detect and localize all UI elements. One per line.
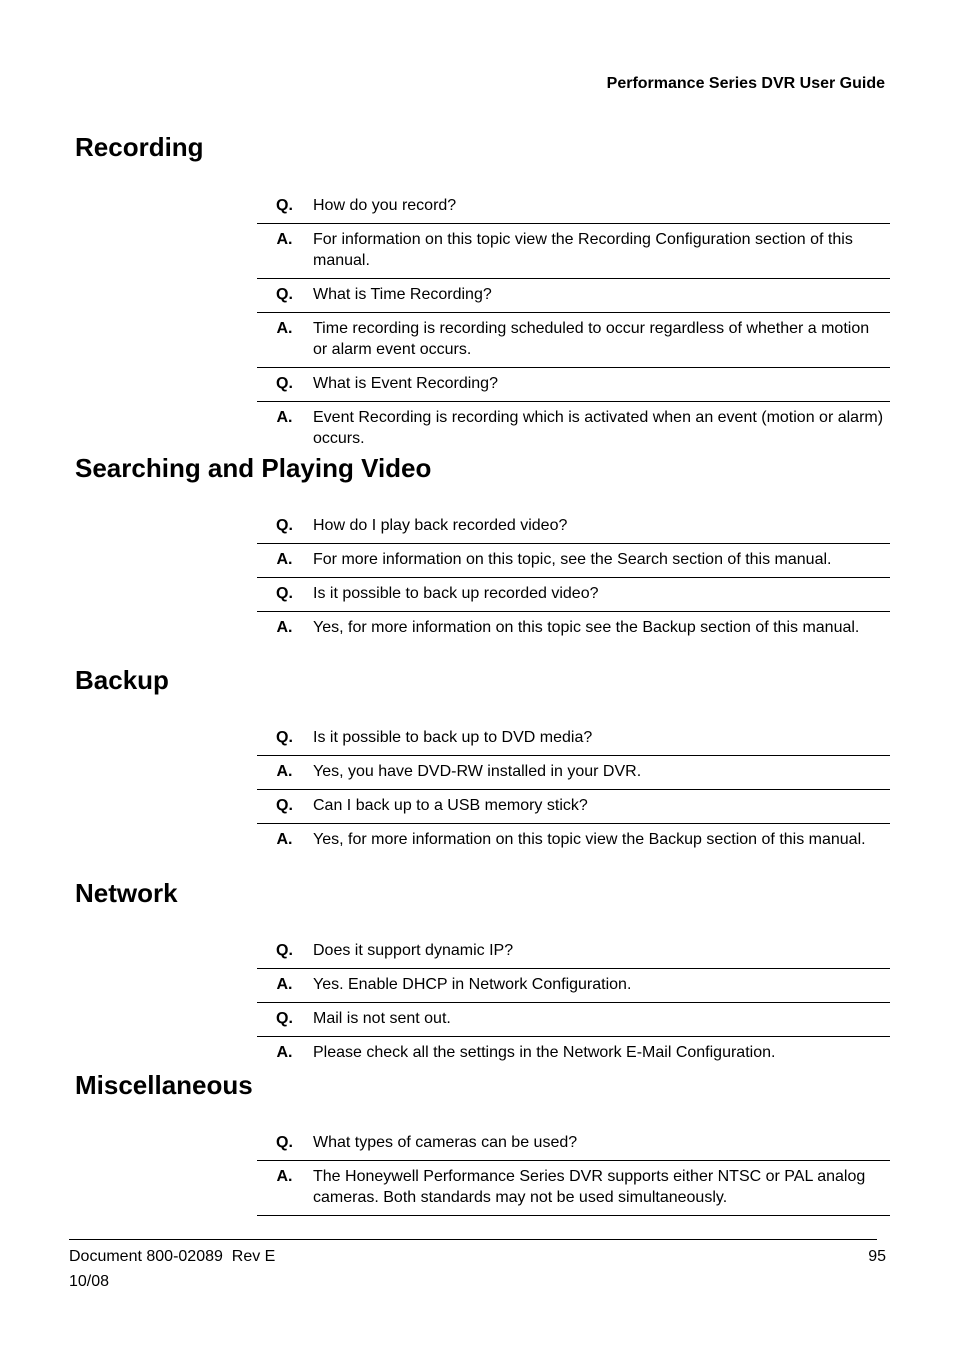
answer-label: A. [257, 756, 312, 790]
qa-row [257, 578, 890, 612]
answer-text: Yes, for more information on this topic view the Backup section of this manual. [313, 831, 866, 848]
answer-text: Yes, for more information on this topic see the Backup section of this manual. [313, 619, 860, 636]
question-label: Q. [257, 512, 312, 544]
question-label: Q. [257, 578, 312, 612]
qa-table-backup [257, 724, 890, 857]
qa-row [257, 512, 890, 544]
footer-page-number: 95 [868, 1248, 886, 1265]
footer-divider [69, 1239, 877, 1240]
qa-row [257, 824, 890, 858]
answer-label: A. [257, 1161, 312, 1216]
question-text: How do I play back recorded video? [312, 512, 890, 544]
qa-row [257, 192, 890, 224]
question-text: Is it possible to back up recorded video? [312, 578, 890, 612]
qa-row [257, 1037, 890, 1071]
qa-row [257, 402, 890, 457]
answer-label: A. [257, 969, 312, 1003]
question-text: Mail is not sent out. [312, 1003, 890, 1037]
answer-label: A. [257, 224, 312, 279]
answer-text: Time recording is recording scheduled to occur regardless of whether a motion or alarm event occurs. [312, 313, 890, 368]
qa-row [257, 368, 890, 402]
qa-row [257, 937, 890, 969]
footer-document-number: Document 800-02089 Rev E [69, 1248, 276, 1265]
section-title-searching-and-playing-video: Searching and Playing Video [75, 453, 432, 483]
qa-row [257, 612, 890, 646]
question-text: Can I back up to a USB memory stick? [312, 790, 890, 824]
question-label: Q. [257, 937, 312, 969]
qa-row [257, 1003, 890, 1037]
answer-label: A. [276, 409, 293, 426]
answer-text: The Honeywell Performance Series DVR supports either NTSC or PAL analog cameras. Both standards may not be used simultaneously. [312, 1161, 890, 1216]
question-label: Q. [257, 790, 312, 824]
answer-label: A. [276, 1044, 293, 1061]
qa-row [257, 1161, 890, 1216]
qa-row [257, 313, 890, 368]
qa-row [257, 1129, 890, 1161]
question-text: What is Event Recording? [312, 368, 890, 402]
qa-row [257, 224, 890, 279]
question-label: Q. [257, 279, 312, 313]
question-text: How do you record? [312, 192, 890, 224]
answer-text: Yes. Enable DHCP in Network Configuration. [312, 969, 890, 1003]
answer-text: Event Recording is recording which is activated when an event (motion or alarm) occurs. [313, 409, 884, 447]
question-label: Q. [257, 1003, 312, 1037]
footer-date: 10/08 [69, 1273, 110, 1290]
qa-table-network [257, 937, 890, 1070]
answer-label: A. [276, 619, 293, 636]
answer-label: A. [257, 544, 312, 578]
qa-row [257, 279, 890, 313]
question-text: Is it possible to back up to DVD media? [312, 724, 890, 756]
question-label: Q. [257, 1129, 312, 1161]
answer-text: For more information on this topic, see the Search section of this manual. [312, 544, 890, 578]
page-header-title: Performance Series DVR User Guide [606, 75, 885, 92]
answer-label: A. [276, 831, 293, 848]
qa-table-recording [257, 192, 890, 456]
answer-label: A. [257, 313, 312, 368]
answer-text: Yes, you have DVD-RW installed in your DVR. [312, 756, 890, 790]
qa-row [257, 969, 890, 1003]
question-text: What types of cameras can be used? [312, 1129, 890, 1161]
section-title-recording: Recording [75, 132, 204, 162]
qa-table-searching [257, 512, 890, 645]
answer-text: For information on this topic view the Recording Configuration section of this manual. [312, 224, 890, 279]
qa-row [257, 724, 890, 756]
section-title-backup: Backup [75, 665, 169, 695]
section-title-miscellaneous: Miscellaneous [75, 1070, 253, 1100]
qa-table-miscellaneous [257, 1129, 890, 1216]
question-text: Does it support dynamic IP? [312, 937, 890, 969]
question-label: Q. [257, 192, 312, 224]
question-text: What is Time Recording? [312, 279, 890, 313]
qa-row [257, 790, 890, 824]
question-label: Q. [257, 368, 312, 402]
question-label: Q. [257, 724, 312, 756]
qa-row [257, 544, 890, 578]
answer-text: Please check all the settings in the Network E-Mail Configuration. [313, 1044, 776, 1061]
section-title-network: Network [75, 878, 178, 908]
qa-row [257, 756, 890, 790]
